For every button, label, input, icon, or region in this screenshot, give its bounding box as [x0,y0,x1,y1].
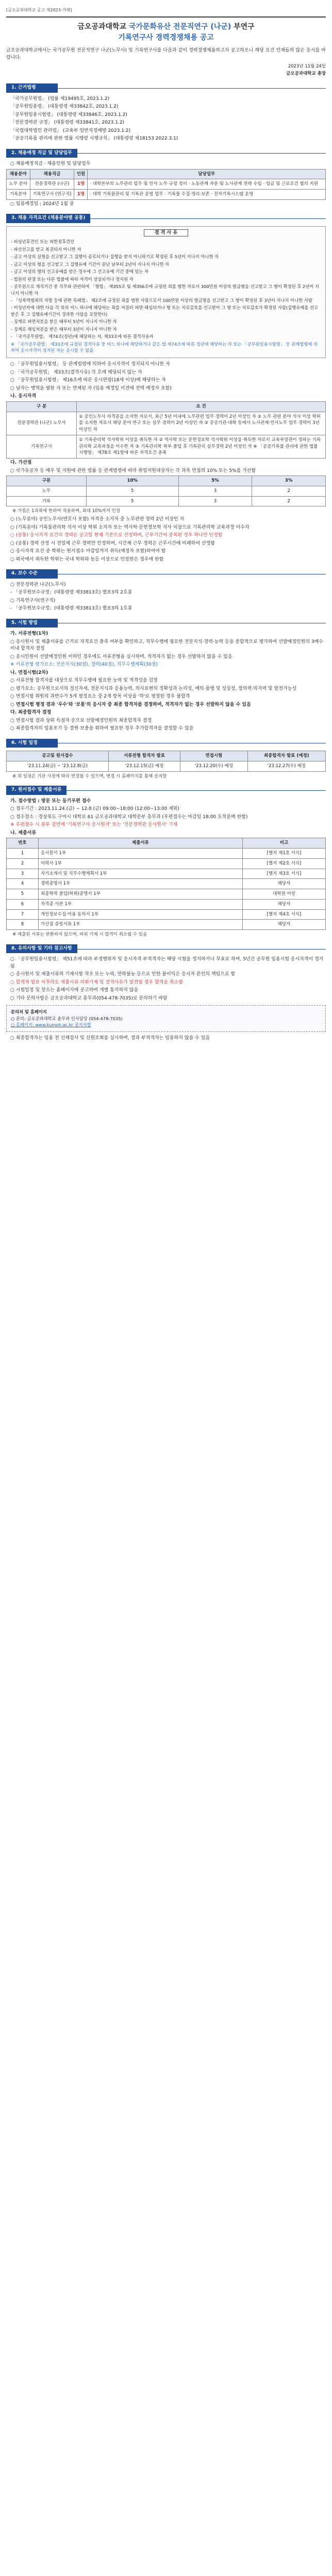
divider [58,88,326,89]
list-item: - 「국가공무원법」 제74조(정년)에 해당하는 자, 제33조에 따른 결격사유자 [11,334,154,340]
closing-note: ○ 최종합격자는 임용 전 신체검사 및 신원조회를 실시하며, 결과 부적격자는 임용하지 않을 수 있음 [10,1035,210,1041]
table-cell: 1명 [74,190,88,200]
list-item: ○ 최종합격자의 임용포기 등 결원 보충을 위하여 필요한 경우 추가합격자를 결정할 수 있음 [10,726,194,732]
subsection-title: 나. 응시자격 [10,394,37,399]
table-cell: 해당자 [243,920,326,930]
list-item: - 「성폭력범죄의 처벌 등에 관한 특례법」 제2조에 규정된 죄를 범한 사람으로서 100만원 이상의 벌금형을 선고받고 그 형이 확정된 후 3년이 지나지 아니한 사람 [11,297,312,303]
section-6-header [6,739,326,748]
list-item: - 공무원으로 재직기간 중 직무와 관련하여 「형법」 제355조 및 제356조에 규정된 죄를 범한 자로서 300만원 이상의 벌금형을 선고받고 그 형이 확정된 후 2년이 지나지 아니한 자 [11,284,319,296]
table-header: 채용분야 [7,169,30,179]
issuer: 금오공과대학교 총장 [286,71,326,76]
table-cell: 최종학력 졸업(학위)증명서 1부 [38,889,242,900]
final-pass-list [10,718,326,733]
list-item: - 「공무원보수규정」(대통령령 제33813호) 별표3의 2호봉 [10,590,132,596]
table-cell: 기록연구사 (연구직) [30,190,74,200]
section-title: 3. 채용 자격요건 (채용분야별 공통) [6,214,90,223]
table-header: 제출서류 [38,838,242,849]
list-item: ○ 「공무원임용시험령」 제51조에 따라 부정행위자 및 응시자격 부적격자는 해당 시험을 정지하거나 무효로 하며, 5년간 공무원 임용시험 응시자격이 정지됨 [10,957,324,969]
section-title: 5. 시험 방법 [6,619,58,628]
table-cell: 자기소개서 및 직무수행계획서 1부 [38,869,242,879]
list-item: ○ (노무분야) 공인노무사(변호사 포함) 자격증 소지자 중 노무관련 경력 2년 이상인 자 [10,517,185,522]
dateline [6,63,326,77]
section-7-header [6,786,326,795]
list-item: ○ (공통) 경력 산정 시 전일제 근무 경력만 인정하며, 시간제 근무 경력은 근무시간에 비례하여 산정함 [10,540,215,546]
list-item: ○ 남자는 병역을 필한 자 또는 면제된 자 (임용 예정일 이전에 전역 예정자 포함) [10,385,172,391]
list-item: ○ 면접시험 평정 결과 '우수'와 '보통'의 응시자 중 최종 합격자를 결정하며, 적격자가 없는 경우 선발하지 않을 수 있음 [10,702,251,707]
table-cell: 노무 분야 [7,179,30,190]
table-row [7,761,326,771]
contact-box [6,1005,326,1031]
table-row [7,412,326,435]
table-header: 최종합격자 발표 (예정) [247,751,325,761]
title-position-2: 부연구 [234,23,255,31]
table-cell: 3 [178,486,252,496]
list-item: ○ 면접시험 결과 상위 득점자 순으로 선발예정인원의 최종합격자 결정 [10,718,152,723]
list-item: ○ (공통) 응시자격 요건의 경력은 공고일 현재 기준으로 산정하며, 근무기간이 중복된 경우 하나만 인정함 [10,533,223,538]
list-item: ※ 우편접수 시 봉투 겉면에 '기록연구사 응시원서' 또는 '전문경력관 응시원서' 기재 [10,822,178,828]
title-position: 국가문화유산 전문직연구 (나군) [128,23,231,31]
notes-list [10,956,326,1002]
salary-list [10,582,326,613]
table-cell: '23.12.20(수) 예정 [180,761,247,771]
list-item: ○ 접수장소 : 경상북도 구미시 대학로 61 금오공과대학교 대학본부 총무과 (우편접수는 마감일 18:00 도착분에 한함) [10,814,248,820]
table-row [7,435,326,458]
table-cell: 노무 [7,486,87,496]
list-item: ○ 응시인원이 선발예정인원 이하인 경우에도 서류전형을 실시하며, 적격자가 없는 경우 선발하지 않을 수 있음 [10,654,233,659]
list-item: ○ (기록분야) 기록물관리학 석사 이상 학위 소지자 또는 역사학·문헌정보학 석사 이상으로 기록관리학 교육과정 이수자 [10,524,250,530]
schedule-table [6,751,326,772]
subsection-title: 나. 면접시험(2차) [10,670,48,675]
table-cell: 전문경력관 (나군) 노무사 [7,412,77,435]
table-cell: · 대학본부의 노무관리 업무 및 인사 노무 규정 정비 · 노동관계 자문 및 노사관계 전략 수립 · 임금 및 근로조건 협의 지원 [88,179,326,190]
submission-method-list [10,806,326,829]
list-item: 「공무원임용령」 (대통령령 제33842호, 2023.1.2) [10,104,119,110]
list-item: - 파산선고를 받고 복권되지 아니한 자 [11,246,81,252]
contact-title: 문의처 및 홈페이지 [11,1009,47,1015]
page-subtitle: 기록연구사 경력경쟁채용 공고 [118,33,214,42]
table-cell: 경력증명서 1부 [38,879,242,889]
appointment-date: ○ 임용예정일 : 2024년 1월 중 [10,201,74,207]
section-intro: ○ 채용예정직급 · 채용인원 및 담당업무 [10,161,91,167]
interview-list [10,677,326,708]
intro-text: 금오공과대학교에서는 국가공무원 전문직연구 나군(노무사) 및 기록연구사를 다음과 같이 경력경쟁채용하고자 공고하오니 해당 요건 인재들의 많은 응시를 바랍니다. [6,48,326,60]
table-cell: 기록분야 [7,190,30,200]
list-item: - 「공무원보수규정」(대통령령 제33813호) 별표3의 1호봉 [10,606,132,612]
table-row [7,179,326,190]
list-item: ○ 평가요소: 공무원으로서의 정신자세, 전문지식과 응용능력, 의사표현의 정확성과 논리성, 예의·품행 및 성실성, 창의력·의지력 및 발전가능성 [10,686,296,691]
subsection-title: 나. 제출서류 [10,830,37,836]
divider [90,218,326,219]
table-header: 3% [252,476,326,486]
section-5-header [6,619,326,628]
table-cell: 1명 [74,179,88,190]
table-header: 5% [178,476,252,486]
homepage-link[interactable]: ○ 홈페이지: www.kumoh.ac.kr 공지사항 [11,1022,91,1028]
table-header: 10% [86,476,178,486]
list-item: ○ 「공무원임용시험령」 등 관계법령에 의하여 응시자격이 정지되지 아니한 자 [10,362,170,367]
table-cell: 해당자 [243,899,326,909]
list-item: - 법원의 판결 또는 다른 법률에 따라 자격이 상실되거나 정지된 자 [11,276,134,282]
table-cell: · 대학 기록물관리 및 기록관 운영 업무 · 기록물 수집·정리·보존 · 전자기록시스템 운영 [88,190,326,200]
eligibility-notes [10,361,326,392]
table-cell: [별지 제2호 서식] [243,858,326,869]
list-item: ○ 서류전형 합격자를 대상으로 직무수행에 필요한 능력 및 적격성을 검정 [10,678,158,684]
table-cell: 5 [86,486,178,496]
table-cell: 1 [7,849,39,859]
subsection-title: 다. 가산점 [10,460,32,466]
list-item: ○ 면접시험 위원의 과반수가 5개 평정요소 중 2개 항목 이상을 '하'로 평정한 경우 불합격 [10,694,190,700]
divider [58,742,326,743]
divider [77,152,326,154]
table-cell: 2 [252,486,326,496]
table-row [7,496,326,506]
title-block [6,16,326,43]
list-item: ○ 기록연구사(연구직) [10,598,56,603]
list-item: ○ 응시자격 요건 중 학위는 원서접수 마감일까지 취득(예정자 포함)하여야 함 [10,549,166,554]
notice-document [6,0,326,1058]
section-3-header [6,214,326,223]
eligibility-detail-list [10,516,326,563]
title-univ: 금오공과대학교 [77,23,126,31]
table-row [7,486,326,496]
table-cell: 5 [7,889,39,900]
table-header: 구분 [7,476,87,486]
list-item: 「전문경력관 규정」 (대통령령 제33841호, 2023.1.2) [10,120,125,126]
table-cell: 가산점 증빙서류 1부 [38,920,242,930]
table-cell: 2 [252,496,326,506]
section-4-header [6,569,326,579]
divider [58,622,326,623]
table-header: 번호 [7,838,39,849]
list-item: ○ 기타 문의사항은 금오공과대학교 총무과(054-478-7035)로 문의하기 바람 [10,995,168,1001]
box-title: 결 격 사 유 [144,229,188,236]
schedule-note: ※ 위 일정은 기관 사정에 따라 변경될 수 있으며, 변경 시 홈페이지를 통해 공지함 [12,773,167,779]
list-item: ○ 외국에서 취득한 학위는 국내 학위와 동등 이상으로 인정받은 경우에 한함 [10,556,164,562]
table-header: 구 분 [7,401,77,412]
document-screening-list [10,639,326,669]
list-item: - 피성년후견인 또는 피한정후견인 [11,239,75,245]
table-cell: 자격증 사본 1부 [38,899,242,909]
list-item: ○ 전문경력관 나군(노무사) [10,582,66,587]
list-item: ○ 「국가공무원법」 제33조(결격사유) 각 호에 해당되지 않는 자 [10,369,142,375]
table-cell: 8 [7,920,39,930]
table-cell: 6 [7,899,39,909]
section-title: 7. 원서접수 및 제출서류 [6,786,67,795]
list-item: ○ 응시원서 및 제출서류의 기재사항 착오 또는 누락, 연락불능 등으로 인한 불이익은 응시자 본인의 책임으로 함 [10,972,236,977]
list-item: ○ 「공무원임용시험령」 제16조에 따른 응시연령(18세 이상)에 해당하는 자 [10,378,166,383]
section-title: 8. 유의사항 및 기타 참고사항 [6,944,77,954]
table-header: 요 건 [77,401,326,412]
table-header: 공고및 원서접수 [7,751,109,761]
table-cell: '23.12.27(수) 예정 [247,761,325,771]
table-cell: 응시원서 1부 [38,849,242,859]
table-header: 서류전형 합격자 발표 [108,751,180,761]
list-item: ○ 문의: 금오공과대학교 총무과 인사담당 (054-478-7035) [11,1015,123,1021]
list-item: ※ 「국가공무원법」 제33조에 규정된 결격사유 중 어느 하나에 해당하거나 같은 법 제74조에 따른 정년에 해당하는 자 또는 「공무원임용시험령」 등 관계법령에 의하여 응시자격이 정지된 자는 응시할 수 없음 [11,341,318,353]
list-item: - 금고 이상의 형의 선고유예를 받은 경우에 그 선고유예 기간 중에 있는 자 [11,269,149,275]
table-row [7,909,326,920]
section-title: 1. 근거법령 [6,83,58,93]
positions-table [6,169,326,200]
table-cell: 2 [7,858,39,869]
subsection-title: 가. 접수방법 : 방문 또는 등기우편 접수 [10,798,91,804]
page-title [6,22,326,32]
table-cell: ① 기록관리학 석사학위 이상을 취득한 자 ② 역사학 또는 문헌정보학 석사학위 이상을 취득한 자로서 교육부장관이 정하는 기록관리학 교육과정을 이수한 자 ③ 기록관리학 학부 졸업 후 기록관리 실무경력 2년 이상인 자 ※ 「공공기록물 관리에 관한 법률 시행령」 제78조 제1항에 따른 자격요건 충족 [77,435,326,458]
list-item: 「국립대학법인 관리법」 (교육부 일반지정예방 2023.1.2) [10,128,131,133]
qualifications-table [6,401,326,459]
table-cell: '23.11.24(금) ~ '23.12.8(금) [7,761,109,771]
table-cell: 기록 [7,496,87,506]
table-cell: [별지 제1호 서식] [243,849,326,859]
table-cell: [별지 제4호 서식] [243,909,326,920]
list-item: ○ 응시원서 및 제출서류를 근거로 자격요건 충족 여부를 확인하고, 직무수행에 필요한 전문지식·경력·능력 등을 종합적으로 평가하여 선발예정인원의 3배수 이내 합격자 결정 [10,639,323,652]
section-title: 4. 보수 수준 [6,569,58,579]
list-item: 「공공기록물 관리에 관한 법률 시행령 시행규칙」 (대통령령 제18153 2022.3.1) [10,136,178,142]
table-cell: 전문경력관 (나군) [30,179,74,190]
table-header: 담당업무 [88,169,326,179]
table-cell: 해당자 [243,879,326,889]
list-item: ※ 서류전형 평가요소: 전문지식(30점), 경력(40점), 직무수행계획(30점) [10,662,158,668]
list-item: 「공무원임용시험령」 (대통령령 제33846호, 2023.1.2) [10,112,127,117]
list-item: - 금고 이상의 형을 선고받고 그 집행유예 기간이 끝난 날부터 2년이 지나지 아니한 자 [11,261,170,267]
section-8-header [6,944,326,954]
list-item: ○ 접수기간 : 2023.11.24.(금) ~ 12.8.(금) 09:00~18:00 (12:00~13:00 제외) [10,806,180,812]
table-cell: ① 공인노무사 자격증을 소지한 자로서, 최근 5년 이내에 노무관련 업무 경력이 2년 이상인 자 ② 노무 관련 분야 석사 이상 학위를 소지한 자로서 해당 분야 연구 또는 실무 경력이 2년 이상인 자 ③ 공공기관·대학 등에서 노사관계·인사노무 업무 경력이 3년 이상인 자 [77,412,326,435]
section-2-header [6,149,326,158]
divider [67,790,326,791]
table-cell: 4 [7,879,39,889]
table-header: 채용직급 [30,169,74,179]
table-cell: 대학원 이상 [243,889,326,900]
subsection-title: 다. 최종합격자 결정 [10,710,52,716]
table-row [7,869,326,879]
list-item: - 징계로 파면처분을 받은 때부터 5년이 지나지 아니한 자 [11,319,117,325]
list-item: - 징계로 해임처분을 받은 때부터 3년이 지나지 아니한 자 [11,326,117,332]
table-cell: 개인정보수집·이용 동의서 1부 [38,909,242,920]
table-row [7,849,326,859]
table-cell: 이력서 1부 [38,858,242,869]
bonus-footnote: ※ 가점은 1과목에 한하여 적용하며, 최대 10%까지 인정 [12,509,121,514]
table-row [7,889,326,900]
documents-note: ※ 제출된 서류는 반환하지 않으며, 허위 기재 시 합격이 취소될 수 있음 [12,932,147,938]
list-item: - 금고 이상의 실형을 선고받고 그 집행이 종료되거나 집행을 받지 아니하기로 확정된 후 5년이 지나지 아니한 자 [11,254,219,260]
divider [77,948,326,950]
divider [58,573,326,574]
documents-table [6,838,326,930]
notice-date: 2023년 11월 24일 [288,64,326,69]
bonus-note: ○ 국가유공자 등 예우 및 지원에 관한 법률 등 관계법령에 따라 취업지원대상자는 각 과목 만점의 10% 또는 5%를 가산함 [10,468,256,473]
law-list [10,96,326,143]
notice-number: [금오공과대학교 공고 제2023-가례] [6,8,72,12]
section-title: 2. 채용예정 직급 및 담당업무 [6,149,77,158]
list-item: - 미성년자에 대한 다음 각 목의 어느 하나에 해당하는 죄를 저질러 파면·해임되거나 형 또는 치료감호를 선고받아 그 형 또는 치료감호가 확정된 사람(집행유예를 선고받은 후 그 집행유예기간이 경과한 사람을 포함한다) [11,305,318,317]
table-row [7,879,326,889]
table-cell: 기록연구사 [7,435,77,458]
table-row [7,899,326,909]
table-header: 인원 [74,169,88,179]
table-row [7,190,326,200]
table-header: 면접시험 [180,751,247,761]
table-cell: 7 [7,909,39,920]
table-row [7,920,326,930]
table-row [7,858,326,869]
table-cell: 3 [178,496,252,506]
list-item: 「국가공무원법」 (법률 제19495호, 2023.1.2) [10,96,110,101]
subsection-title: 가. 서류전형(1차) [10,631,48,637]
section-title: 6. 시험 일정 [6,739,58,748]
list-item: ○ 시험일정 및 장소는 홈페이지에 공고하며 개별 통지하지 않음 [10,988,139,993]
disqualification-box [6,226,326,359]
section-1-header [6,83,326,93]
table-cell: 5 [86,496,178,506]
bonus-table [6,476,326,506]
table-cell: '23.12.15(금) 예정 [108,761,180,771]
table-header: 비고 [243,838,326,849]
table-cell: [별지 제3호 서식] [243,869,326,879]
table-cell: 3 [7,869,39,879]
list-item: ○ 합격자 발표 이후라도 제출서류 허위기재 및 결격사유가 발견될 경우 합격을 취소함 [10,979,183,985]
